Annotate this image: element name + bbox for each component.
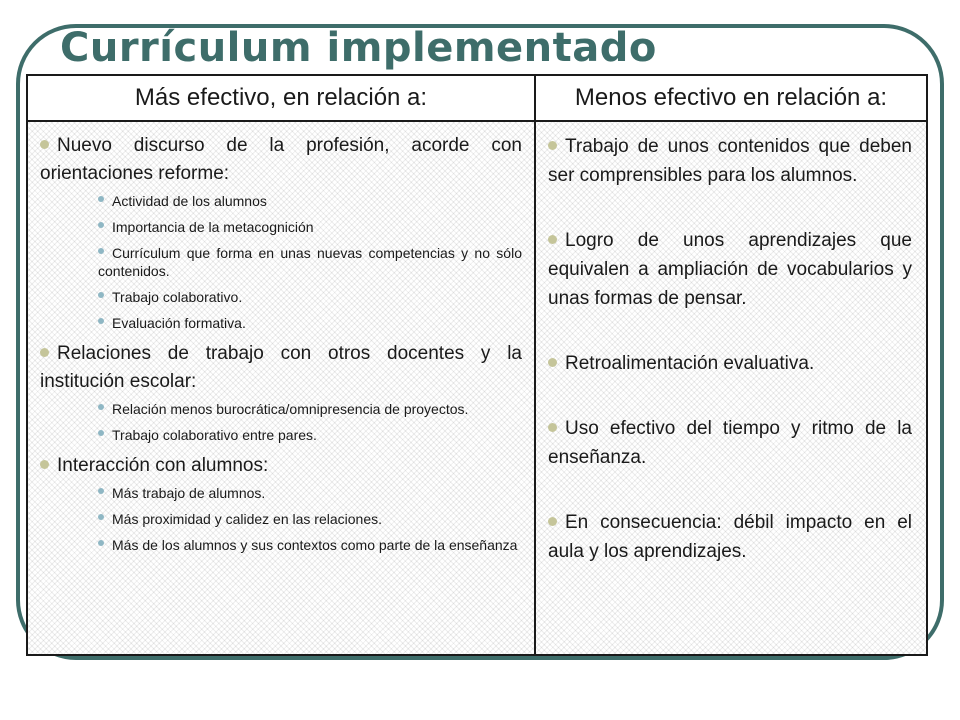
bullet-icon xyxy=(548,358,557,367)
more-effective-column xyxy=(28,122,536,654)
sub-list-item: Importancia de la metacognición xyxy=(98,218,522,236)
bullet-icon xyxy=(40,348,49,357)
sub-list-item: Más proximidad y calidez en las relaciones. xyxy=(98,510,522,528)
header-less-effective xyxy=(536,76,926,122)
sub-list-item: Currículum que forma en unas nuevas competencias y no sólo contenidos. xyxy=(98,245,522,279)
bullet-icon xyxy=(98,514,104,520)
less-effective-column xyxy=(536,122,926,654)
list-item: Logro de unos aprendizajes que equivalen a ampliación de vocabularios y unas formas de pensar. xyxy=(548,230,912,309)
bullet-icon xyxy=(98,222,104,228)
list-item: Uso efectivo del tiempo y ritmo de la enseñanza. xyxy=(548,418,912,468)
list-item: Interacción con alumnos: xyxy=(40,452,522,480)
sub-list xyxy=(40,400,522,444)
list-item: Retroalimentación evaluativa. xyxy=(548,349,912,378)
list-item: En consecuencia: débil impacto en el aula y los aprendizajes. xyxy=(548,512,912,562)
bullet-icon xyxy=(98,430,104,436)
bullet-icon xyxy=(98,488,104,494)
bullet-icon xyxy=(98,540,104,546)
sub-list-item: Relación menos burocrática/omnipresencia de proyectos. xyxy=(98,400,522,418)
bullet-icon xyxy=(40,460,49,469)
header-more-effective xyxy=(28,76,536,122)
bullet-icon xyxy=(98,248,104,254)
header-less-effective-text: Menos efectivo en relación a: xyxy=(574,84,888,111)
sub-list-item: Trabajo colaborativo. xyxy=(98,288,522,306)
list-item: Trabajo de unos contenidos que deben ser comprensibles para los alumnos. xyxy=(548,136,912,186)
sub-list-item: Más trabajo de alumnos. xyxy=(98,484,522,502)
slide-title: Currículum implementado xyxy=(60,25,657,71)
header-more-effective-text: Más efectivo, en relación a: xyxy=(134,84,428,111)
bullet-icon xyxy=(98,404,104,410)
bullet-icon xyxy=(548,235,557,244)
sub-list xyxy=(40,484,522,554)
bullet-icon xyxy=(98,196,104,202)
comparison-table xyxy=(26,74,928,656)
bullet-icon xyxy=(548,517,557,526)
bullet-icon xyxy=(548,141,557,150)
bullet-icon xyxy=(98,292,104,298)
sub-list-item: Trabajo colaborativo entre pares. xyxy=(98,426,522,444)
bullet-icon xyxy=(40,140,49,149)
sub-list-item: Más de los alumnos y sus contextos como parte de la enseñanza xyxy=(98,536,522,554)
sub-list-item: Evaluación formativa. xyxy=(98,314,522,332)
list-item: Nuevo discurso de la profesión, acorde con orientaciones reforme: xyxy=(40,135,522,184)
list-item: Relaciones de trabajo con otros docentes y la institución escolar: xyxy=(40,343,522,392)
sub-list-item: Actividad de los alumnos xyxy=(98,192,522,210)
bullet-icon xyxy=(98,318,104,324)
sub-list xyxy=(40,192,522,332)
bullet-icon xyxy=(548,423,557,432)
